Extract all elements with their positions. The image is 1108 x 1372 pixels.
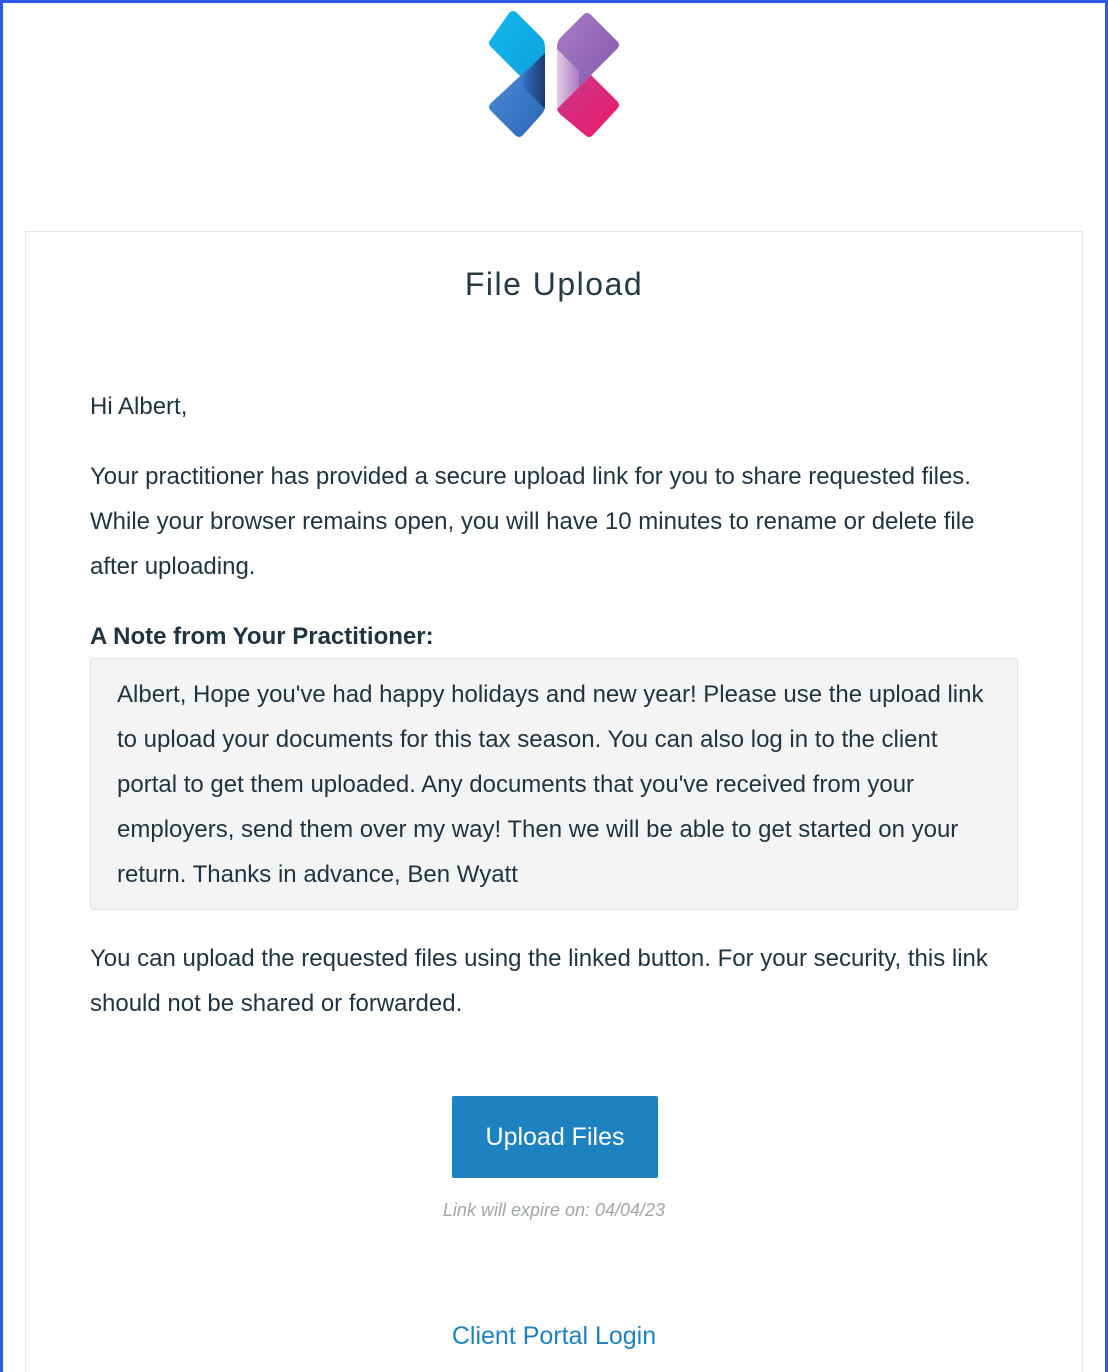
practitioner-note-box xyxy=(90,658,1018,910)
greeting-text: Hi Albert, xyxy=(90,393,188,420)
upload-files-button[interactable]: Upload Files xyxy=(452,1096,658,1178)
upload-instructions: You can upload the requested files using the linked button. For your security, this link should not be shared or forwarded. xyxy=(90,945,988,1017)
note-heading: A Note from Your Practitioner: xyxy=(90,623,434,650)
portal-link-container xyxy=(26,1322,1082,1351)
intro-text: Your practitioner has provided a secure upload link for you to share requested files. While your browser remains open, you will have 10 minutes to rename or delete file after uploading. xyxy=(90,463,975,580)
email-card xyxy=(25,231,1083,1372)
practitioner-note-text: Albert, Hope you've had happy holidays and new year! Please use the upload link to upload your documents for this tax season. You can also log in to the client portal to get them uploaded. Any documents that you've received from your employers, send them over my way! Then we will be able to get started on your return. Thanks in advance, Ben Wyatt xyxy=(117,681,984,888)
page-title: File Upload xyxy=(464,266,644,302)
link-expiry-text: Link will expire on: 04/04/23 xyxy=(442,1200,666,1220)
brand-logo-icon xyxy=(483,9,629,145)
client-portal-login-link[interactable]: Client Portal Login xyxy=(451,1322,657,1350)
